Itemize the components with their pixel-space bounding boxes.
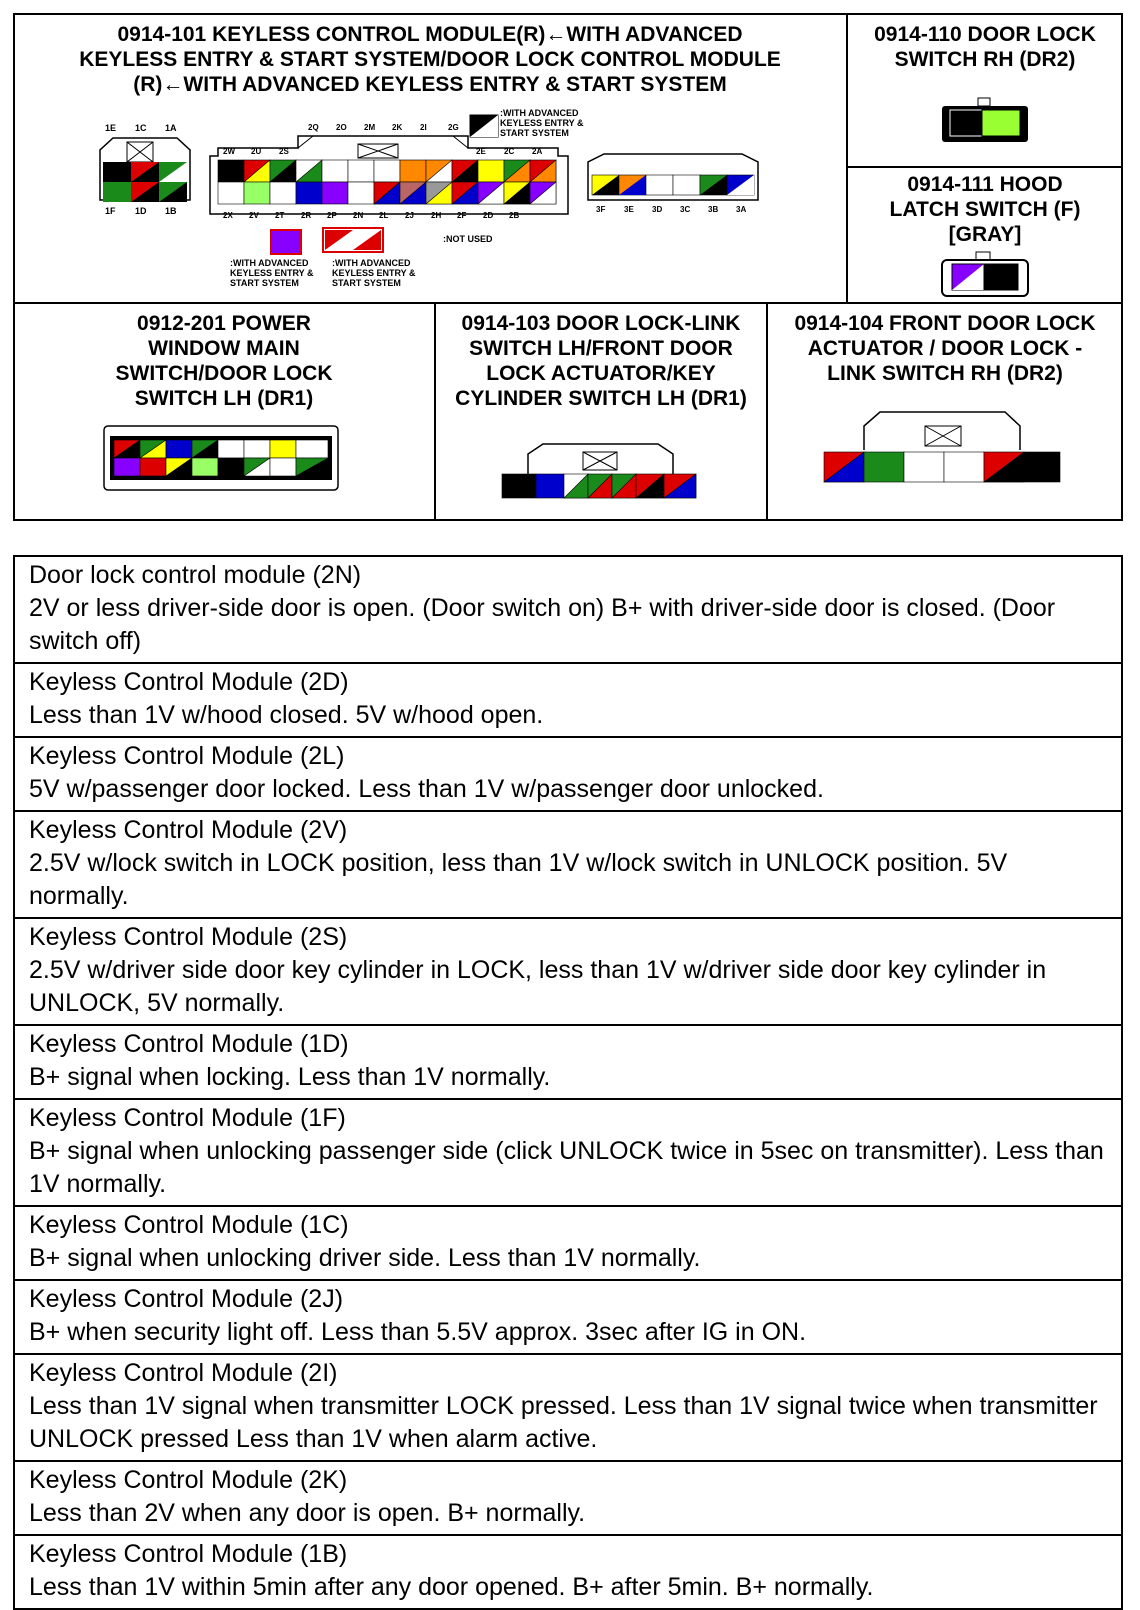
diagnostic-cell (14, 1535, 1122, 1609)
diagnostic-description: 2V or less driver-side door is open. (Door switch on) B+ with driver-side door is closed. (Door switch off) (29, 594, 1056, 655)
divider (766, 302, 768, 521)
diagnostic-row (14, 1280, 1122, 1354)
diagnostic-cell (14, 1206, 1122, 1280)
pin-label: 2A (532, 147, 543, 156)
keyless-module-title: 0914-101 KEYLESS CONTROL MODULE(R)←WITH ADVANCED KEYLESS ENTRY & START SYSTEM/DOOR LOCK CONTROL MODULE (R)←WITH ADVANCED KEYLESS ENTRY & START SYSTEM (79, 23, 781, 96)
front-door-lock-rh-connector (820, 406, 1065, 484)
pin-label: 2P (327, 211, 337, 220)
diagnostic-description: Less than 1V within 5min after any door opened. B+ after 5min. B+ normally. (29, 1573, 874, 1601)
connector-1-diagram (95, 120, 195, 220)
diagnostic-cell (14, 1354, 1122, 1461)
pin-label: 3D (652, 205, 663, 214)
pin-label: 2W (223, 147, 235, 156)
diagnostic-description: B+ signal when locking. Less than 1V normally. (29, 1063, 551, 1091)
door-lock-link-lh-connector (498, 440, 703, 502)
note-not-used: :NOT USED (443, 234, 493, 244)
divider (846, 13, 848, 303)
diagnostic-description: B+ signal when unlocking passenger side (click UNLOCK twice in 5sec on transmitter). Less than 1V normally. (29, 1137, 1104, 1198)
pin-label: 2G (448, 123, 459, 132)
diagnostic-title: Door lock control module (2N) (29, 561, 362, 589)
diagnostic-title: Keyless Control Module (1F) (29, 1104, 346, 1132)
pin-label: 2H (431, 211, 442, 220)
pin-label: 3F (596, 205, 606, 214)
pin-label: 2D (483, 211, 494, 220)
pin-label: 2T (275, 211, 285, 220)
pin-label: 1A (165, 123, 177, 133)
diagnostic-cell (14, 1099, 1122, 1206)
door-lock-switch-rh-connector (938, 96, 1033, 146)
hood-latch-title: 0914-111 HOOD LATCH SWITCH (F) [GRAY] (889, 173, 1081, 246)
diagnostic-cell (14, 1025, 1122, 1099)
diagnostic-row (14, 1535, 1122, 1609)
diagnostic-title: Keyless Control Module (2K) (29, 1466, 348, 1494)
pin-label: 2X (223, 211, 233, 220)
pin-label: 2U (251, 147, 262, 156)
diagnostic-cell (14, 556, 1122, 663)
wire-cell (103, 182, 131, 202)
diagnostic-cell (14, 918, 1122, 1025)
diagnostic-row (14, 737, 1122, 811)
diagnostics-table (13, 555, 1123, 1610)
pin-label: 1D (135, 206, 147, 216)
divider (434, 302, 436, 521)
pin-label: 2J (405, 211, 414, 220)
divider (13, 302, 1123, 304)
pin-label: 2B (509, 211, 520, 220)
power-window-title: 0912-201 POWER WINDOW MAIN SWITCH/DOOR LOCK SWITCH LH (DR1) (115, 312, 333, 410)
diagnostic-cell (14, 811, 1122, 918)
diagnostic-title: Keyless Control Module (2J) (29, 1285, 344, 1313)
pin-label: 2R (301, 211, 312, 220)
diagnostic-row (14, 1354, 1122, 1461)
diagnostic-description: Less than 2V when any door is open. B+ normally. (29, 1499, 586, 1527)
diagnostic-description: B+ when security light off. Less than 5.5V approx. 3sec after IG in ON. (29, 1318, 807, 1346)
note-with-advanced: :WITH ADVANCED KEYLESS ENTRY & START SYSTEM (500, 108, 584, 138)
note-v-with-advanced: :WITH ADVANCED KEYLESS ENTRY & START SYSTEM (230, 258, 314, 288)
note-rw-with-advanced: :WITH ADVANCED KEYLESS ENTRY & START SYSTEM (332, 258, 416, 288)
hood-latch-connector (938, 250, 1033, 300)
pin-label: 2O (336, 123, 347, 132)
diagnostic-title: Keyless Control Module (1D) (29, 1030, 349, 1058)
pin-label: 3C (680, 205, 691, 214)
diagnostic-row (14, 811, 1122, 918)
pin-label: 3B (708, 205, 719, 214)
diagnostic-title: Keyless Control Module (2I) (29, 1359, 338, 1387)
pin-label: 2M (364, 123, 376, 132)
diagnostic-title: Keyless Control Module (2S) (29, 923, 348, 951)
pin-label: 2E (476, 147, 486, 156)
diagnostic-row (14, 1206, 1122, 1280)
diagnostic-description: 2.5V w/driver side door key cylinder in LOCK, less than 1V w/driver side door key cylinder in UNLOCK, 5V normally. (29, 956, 1047, 1017)
pin-label: 2S (279, 147, 289, 156)
wire-cell (103, 162, 131, 182)
diagnostic-description: 2.5V w/lock switch in LOCK position, less than 1V w/lock switch in UNLOCK position. 5V normally. (29, 849, 1008, 910)
pin-label: 1B (165, 206, 177, 216)
diagnostic-row (14, 1461, 1122, 1535)
pin-label: 1F (105, 206, 116, 216)
diagnostic-description: B+ signal when unlocking driver side. Less than 1V normally. (29, 1244, 701, 1272)
pin-label: 2L (379, 211, 389, 220)
diagnostic-description: Less than 1V signal when transmitter LOCK pressed. Less than 1V signal twice when transmitter UNLOCK pressed Less than 1V when alarm active. (29, 1392, 1098, 1453)
optional-pins (265, 110, 505, 260)
pin-label: 2I (420, 123, 427, 132)
diagnostic-row (14, 556, 1122, 663)
diagnostic-title: Keyless Control Module (2D) (29, 668, 349, 696)
pin-label: 2K (392, 123, 403, 132)
pin-label: 1C (135, 123, 147, 133)
pin-label: 2F (457, 211, 467, 220)
diagnostic-cell (14, 737, 1122, 811)
diagnostic-title: Keyless Control Module (1C) (29, 1211, 349, 1239)
divider (846, 166, 1123, 168)
pin-label: 3A (736, 205, 747, 214)
diagnostic-row (14, 663, 1122, 737)
connector-3-diagram (584, 150, 764, 220)
diagnostic-description: 5V w/passenger door locked. Less than 1V w/passenger door unlocked. (29, 775, 824, 803)
diagnostic-title: Keyless Control Module (1B) (29, 1540, 348, 1568)
diagnostic-row (14, 1025, 1122, 1099)
door-lock-link-lh-title: 0914-103 DOOR LOCK-LINK SWITCH LH/FRONT DOOR LOCK ACTUATOR/KEY CYLINDER SWITCH LH (DR1) (455, 312, 747, 410)
diagnostic-description: Less than 1V w/hood closed. 5V w/hood open. (29, 701, 544, 729)
diagnostic-title: Keyless Control Module (2V) (29, 816, 348, 844)
diagnostic-title: Keyless Control Module (2L) (29, 742, 345, 770)
pin-label: 2N (353, 211, 364, 220)
pin-label: 2V (249, 211, 259, 220)
door-lock-switch-rh-title: 0914-110 DOOR LOCK SWITCH RH (DR2) (874, 23, 1096, 71)
front-door-lock-rh-title: 0914-104 FRONT DOOR LOCK ACTUATOR / DOOR LOCK - LINK SWITCH RH (DR2) (794, 312, 1096, 385)
pin-label: 2C (504, 147, 515, 156)
diagnostic-cell (14, 663, 1122, 737)
diagnostic-cell (14, 1461, 1122, 1535)
diagnostic-row (14, 1099, 1122, 1206)
pin-label: 2Q (308, 123, 319, 132)
pin-label: 3E (624, 205, 634, 214)
pin-label: 1E (105, 123, 117, 133)
diagnostic-row (14, 918, 1122, 1025)
power-window-connector (102, 422, 342, 492)
diagnostic-cell (14, 1280, 1122, 1354)
